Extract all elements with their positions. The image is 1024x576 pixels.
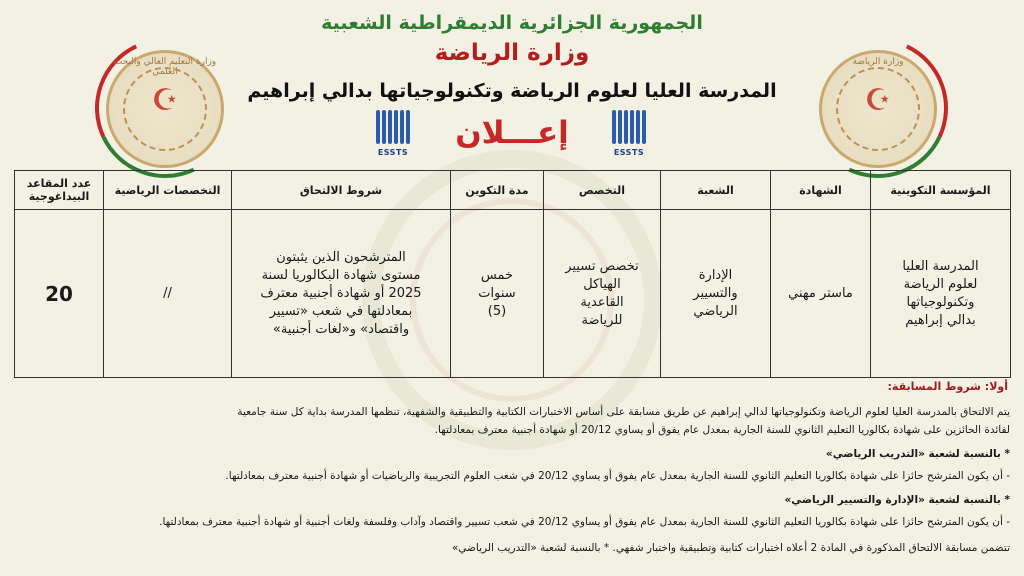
essts-logo-left [372,110,414,162]
cell-branch: الإدارة والتسيير الرياضي [661,210,771,378]
logo-bars-icon [608,110,650,144]
school-title: المدرسة العليا لعلوم الرياضة وتكنولوجياتها بدالي إبراهيم [247,80,777,102]
header-institution: المؤسسة التكوينية [871,171,1011,210]
republic-title: الجمهورية الجزائرية الديمقراطية الشعبية [321,12,703,34]
paragraph-4: - أن يكون المترشح حائزا على شهادة بكالوريا التعليم الثانوي للسنة الجارية بمعدل عام يفوق أو يساوي 20/12 في شعب العلوم التجريبية والرياضيات أو شهادة أجنبية معترف بمعادلتها. [225,470,1010,482]
table-row [15,210,1011,378]
header-conditions: شروط الالتحاق [232,171,451,210]
section-title: أولا: شروط المسابقة: [887,380,1008,393]
paragraph-5: * بالنسبة لشعبة «الإدارة والتسيير الرياضي» [784,494,1010,506]
header-seats: عدد المقاعد البيداغوجية [15,171,104,210]
table-header-row [15,171,1011,210]
paragraph-1: يتم الالتحاق بالمدرسة العليا لعلوم الرياضة وتكنولوجياتها لدالي إبراهيم عن طريق مسابقة على أساس الاختبارات الكتابية والتطبيقية والشفهية، تنظمها المدرسة بداية كل سنة جامعية [237,406,1010,418]
cell-degree: ماستر مهني [771,210,871,378]
cell-conditions: المترشحون الذين يثبتون مستوى شهادة البكالوريا لسنة 2025 أو شهادة أجنبية معترف بمعادلتها في شعب «تسيير واقتصاد» و«لغات أجنبية» [232,210,451,378]
logo-label: ESSTS [377,148,409,157]
cell-seats: 20 [15,210,104,378]
logo-bars-icon [372,110,414,144]
header-specialty: التخصص [544,171,661,210]
cell-sports: // [104,210,232,378]
cell-institution: المدرسة العليا لعلوم الرياضة وتكنولوجياتها بدالي إبراهيم [871,210,1011,378]
essts-logo-right [608,110,650,162]
paragraph-7: تتضمن مسابقة الالتحاق المذكورة في المادة 2 أعلاه اختبارات كتابية وتطبيقية واختبار شفهي. * بالنسبة لشعبة «التدريب الرياضي» [451,542,1010,554]
seal-right-text: وزارة الرياضة [852,57,904,67]
seal-left-text: وزارة التعليم العالي والبحث العلمي [113,57,217,77]
logo-label: ESSTS [613,148,645,157]
header-duration: مدة التكوين [451,171,544,210]
cell-specialty: تخصص تسيير الهياكل القاعدية للرياضة [544,210,661,378]
paragraph-2: لفائدة الحائزين على شهادة بكالوريا التعليم الثانوي للسنة الجارية بمعدل عام يفوق أو يساوي 20/12 أو شهادة أجنبية معترف بمعادلتها. [434,424,1010,436]
announcement-title: إعـــلان [455,115,569,151]
paragraph-6: - أن يكون المترشح حائزا على شهادة بكالوريا التعليم الثانوي للسنة الجارية بمعدل عام يفوق أو يساوي 20/12 في شعب تسيير واقتصاد وآداب وفلسفة ولغات أجنبية أو شهادة أجنبية معترف بمعادلتها. [159,516,1010,528]
program-table [14,170,1011,378]
header-degree: الشهادة [771,171,871,210]
star-icon: ☪ [864,83,892,118]
ministry-title: وزارة الرياضة [434,40,590,66]
header-branch: الشعبة [661,171,771,210]
paragraph-3: * بالنسبة لشعبة «التدريب الرياضي» [825,448,1010,460]
star-icon: ☪ [151,83,179,118]
cell-duration: خمس سنوات (5) [451,210,544,378]
header-sports: التخصصات الرياضية [104,171,232,210]
